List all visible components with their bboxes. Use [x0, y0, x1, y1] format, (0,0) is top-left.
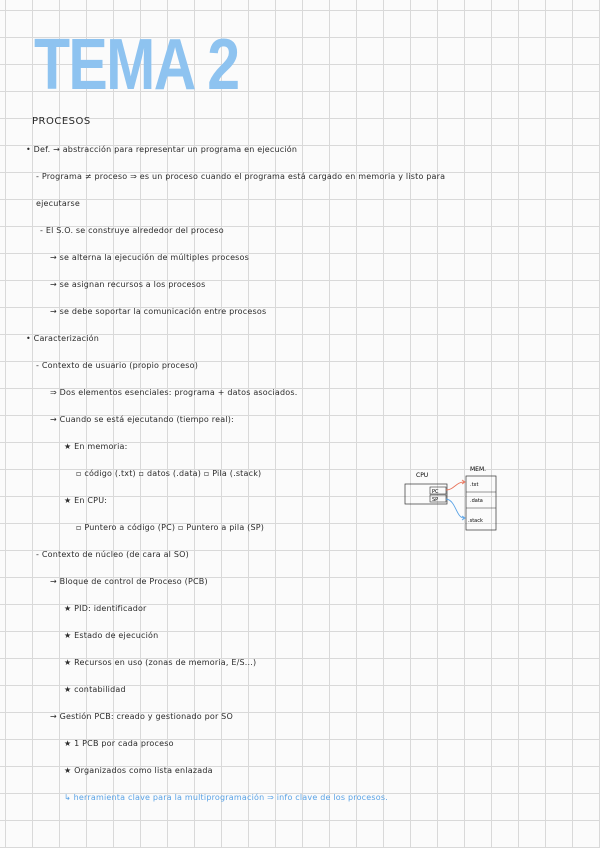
note-line: ★ 1 PCB por cada proceso [64, 739, 174, 748]
note-line: ▫ código (.txt) ▫ datos (.data) ▫ Pila (.stack) [76, 469, 262, 478]
cpu-memory-diagram [400, 462, 510, 532]
note-line: - Programa ≠ proceso ⇒ es un proceso cuando el programa está cargado en memoria y listo para [36, 172, 446, 181]
note-line: • Def. → abstracción para representar un programa en ejecución [26, 145, 298, 154]
note-line: → Gestión PCB: creado y gestionado por SO [50, 712, 233, 721]
sp-arrow [446, 499, 464, 518]
mem-cell-stack: .stack [468, 518, 483, 524]
mem-label: MEM. [470, 466, 487, 473]
note-line: - El S.O. se construye alrededor del proceso [40, 226, 224, 235]
note-line: ★ Recursos en uso (zonas de memoria, E/S...) [64, 658, 257, 667]
note-line: - Contexto de núcleo (de cara al SO) [36, 550, 189, 559]
note-line: ★ contabilidad [64, 685, 126, 694]
sp-label: SP [432, 497, 439, 503]
note-line: ejecutarse [36, 199, 80, 208]
note-line: → se debe soportar la comunicación entre procesos [50, 307, 267, 316]
note-line: - Contexto de usuario (propio proceso) [36, 361, 199, 370]
pc-arrow [446, 482, 464, 490]
note-line: ⇒ Dos elementos esenciales: programa + datos asociados. [50, 388, 298, 397]
note-line: → Bloque de control de Proceso (PCB) [50, 577, 208, 586]
section-heading: PROCESOS [32, 116, 91, 127]
note-line: ★ En CPU: [64, 496, 108, 505]
pc-label: PC [432, 489, 439, 495]
note-line: → se alterna la ejecución de múltiples procesos [50, 253, 250, 262]
note-line: • Caracterización [26, 334, 99, 343]
mem-cell-txt: .txt [470, 482, 479, 488]
note-line: → Cuando se está ejecutando (tiempo real): [50, 415, 234, 424]
note-line: ★ En memoria: [64, 442, 128, 451]
note-line: ★ Organizados como lista enlazada [64, 766, 213, 775]
note-line: ↳ herramienta clave para la multiprogramación ⇒ info clave de los procesos. [64, 793, 388, 802]
cpu-label: CPU [416, 472, 429, 479]
mem-cell-data: .data [470, 498, 483, 504]
note-line: ★ Estado de ejecución [64, 631, 159, 640]
note-line: ▫ Puntero a código (PC) ▫ Puntero a pila (SP) [76, 523, 265, 532]
page-title: TEMA 2 [34, 25, 239, 105]
note-line: ★ PID: identificador [64, 604, 147, 613]
note-line: → se asignan recursos a los procesos [50, 280, 206, 289]
